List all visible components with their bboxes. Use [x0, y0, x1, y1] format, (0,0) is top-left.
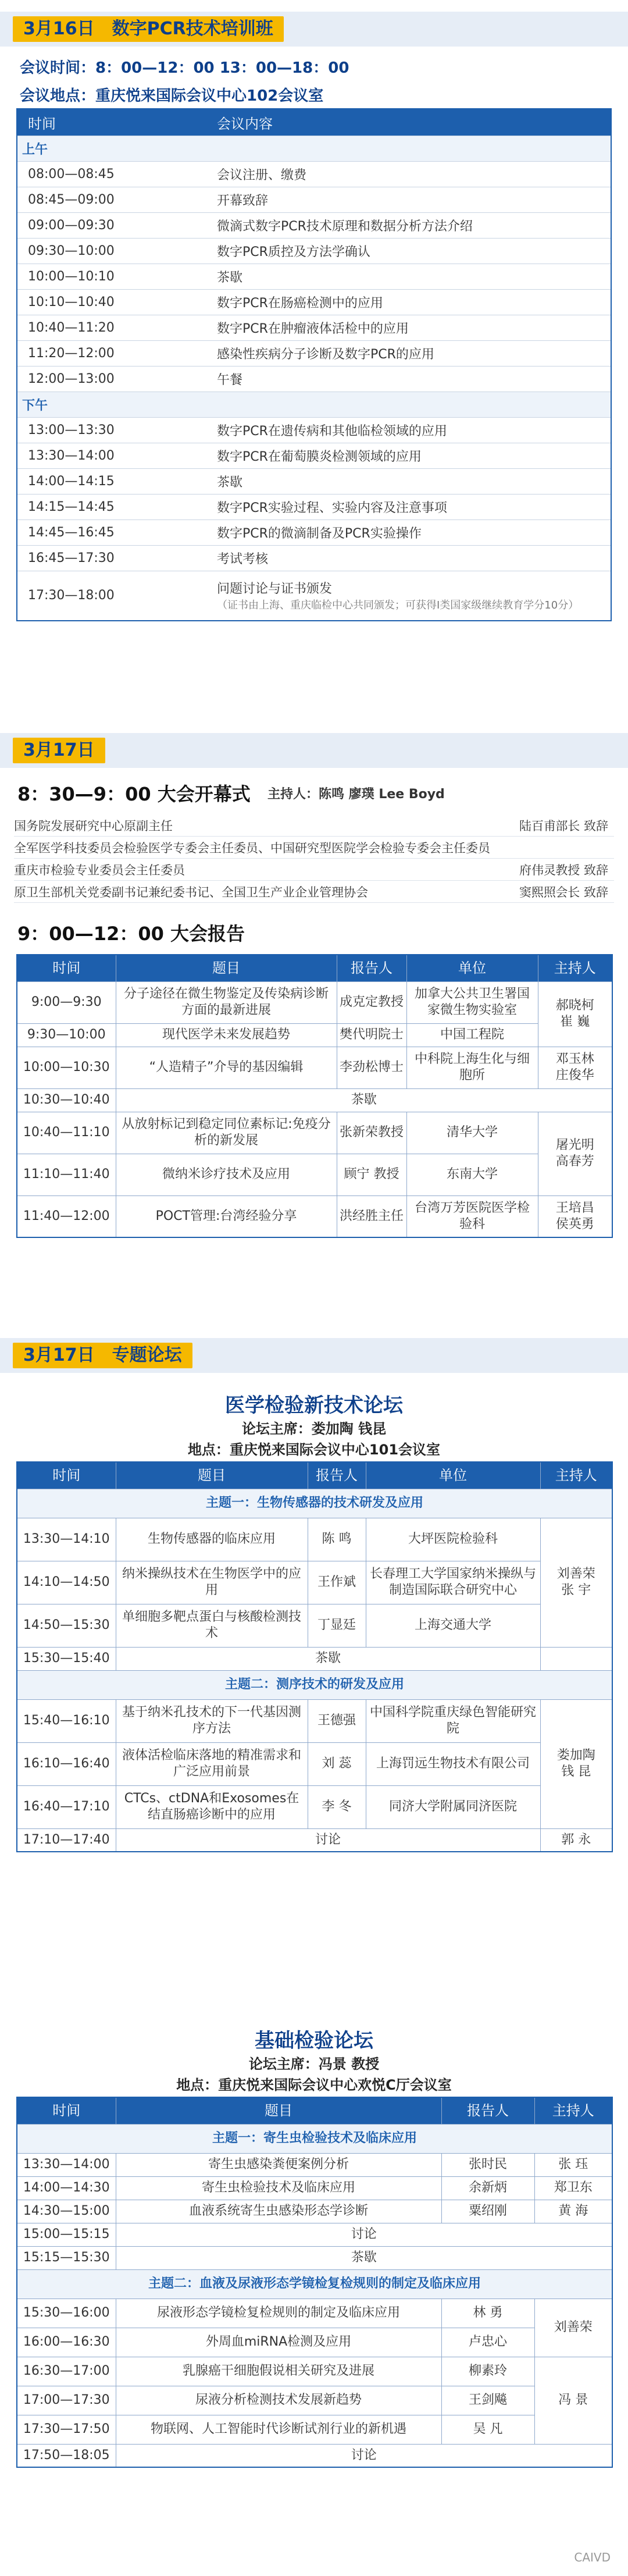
opening-role: 部长 致辞 [555, 819, 608, 833]
table-row [17, 2328, 612, 2357]
table-row [17, 2200, 612, 2223]
table-row [17, 2124, 612, 2153]
opening-row [14, 861, 614, 881]
title-cell: 分子途径在微生物鉴定及传染病诊断方面的最新进展 [116, 981, 337, 1023]
forum1-chair: 论坛主席：娄加陶 钱昆 [241, 1421, 387, 1437]
table-row [17, 1112, 612, 1154]
col-host: 主持人 [534, 2097, 612, 2124]
title-cell: CTCs、ctDNA和Exosomes在结直肠癌诊断中的应用 [116, 1785, 308, 1828]
time-cell: 14:15—14:45 [17, 494, 212, 520]
day3-banner [0, 1338, 628, 1373]
title-cell: 乳腺癌干细胞假说相关研究及进展 [116, 2357, 441, 2386]
day2-banner [0, 733, 628, 768]
time-cell: 15:30—15:40 [17, 1647, 116, 1670]
title-cell: 寄生虫检验技术及临床应用 [116, 2176, 441, 2200]
title-cell: POCT管理:台湾经验分享 [116, 1196, 337, 1237]
speaker-cell: 李劲松博士 [337, 1047, 406, 1088]
time-cell: 15:40—16:10 [17, 1699, 116, 1742]
host-cell: 刘善荣 [534, 2299, 612, 2357]
table-row [17, 1828, 612, 1852]
table-row [17, 2269, 612, 2299]
host-cell: 王培昌 侯英勇 [538, 1196, 612, 1237]
col-unit: 单位 [366, 1462, 540, 1489]
speaker-cell: 粟绍刚 [441, 2200, 534, 2223]
unit-cell: 台湾万芳医院医学检验科 [406, 1196, 538, 1237]
speaker-cell: 成克定教授 [337, 981, 406, 1023]
speaker-cell: 丁显廷 [308, 1604, 366, 1647]
content-cell: 茶歇 [212, 264, 611, 289]
unit-cell: 中国科学院重庆绿色智能研究院 [366, 1699, 540, 1742]
time-cell: 14:45—16:45 [17, 520, 212, 545]
speaker-cell: 余新炳 [441, 2176, 534, 2200]
unit-cell: 上海罚远生物技术有限公司 [366, 1742, 540, 1785]
host-cell: 邓玉林 庄俊华 [538, 1047, 612, 1088]
watermark: CAIVD [574, 2550, 611, 2564]
table-row [17, 1518, 612, 1561]
table-row [17, 289, 611, 315]
forum2-table [16, 2097, 613, 2468]
table-row [17, 315, 611, 340]
day1-time: 会议时间：8：00—12：00 13：00—18：00 [20, 59, 349, 77]
table-row [17, 1742, 612, 1785]
opening-name: 陆百甫 [519, 819, 556, 833]
time-cell: 10:30—10:40 [17, 1088, 116, 1112]
table-row [17, 136, 611, 161]
col-speaker: 报告人 [308, 1462, 366, 1489]
time-cell: 14:50—15:30 [17, 1604, 116, 1647]
speaker-cell: 顾宁 教授 [337, 1154, 406, 1196]
unit-cell: 清华大学 [406, 1112, 538, 1154]
forum1-table [16, 1461, 613, 1852]
time-cell: 17:10—17:40 [17, 1828, 116, 1852]
day1-tag: 3月16日 数字PCR技术培训班 [13, 16, 284, 42]
opening-title: 8：30—9：00 大会开幕式 [17, 783, 251, 805]
host-cell: 娄加陶 钱 昆 [540, 1699, 612, 1828]
host-cell: 冯 景 [534, 2357, 612, 2444]
title-cell: 血液系统寄生虫感染形态学诊断 [116, 2200, 441, 2223]
host-cell: 屠光明 高春芳 [538, 1112, 612, 1196]
opening-org: 国务院发展研究中心原副主任 [14, 819, 173, 833]
content-cell: 数字PCR的微滴制备及PCR实验操作 [212, 520, 611, 545]
time-cell: 16:10—16:40 [17, 1742, 116, 1785]
table-row [17, 238, 611, 264]
col-content: 会议内容 [212, 109, 611, 136]
table-row [17, 212, 611, 238]
host-cell [540, 1647, 612, 1670]
title-cell: 单细胞多靶点蛋白与核酸检测技术 [116, 1604, 308, 1647]
day1-banner [0, 12, 628, 47]
break-cell: 讨论 [116, 2223, 612, 2246]
speaker-cell: 张新荣教授 [337, 1112, 406, 1154]
content-cell: 数字PCR在肠癌检测中的应用 [212, 289, 611, 315]
time-cell: 14:10—14:50 [17, 1561, 116, 1604]
speaker-cell: 王剑飚 [441, 2386, 534, 2415]
forum2-title: 基础检验论坛 [255, 2029, 373, 2052]
host-cell: 黄 海 [534, 2200, 612, 2223]
host-cell: 张 珏 [534, 2153, 612, 2176]
col-title: 题目 [116, 1462, 308, 1489]
table-row [17, 2299, 612, 2328]
time-cell: 11:10—11:40 [17, 1154, 116, 1196]
time-cell: 13:00—13:30 [17, 417, 212, 443]
unit-cell: 长春理工大学国家纳米操纵与制造国际联合研究中心 [366, 1561, 540, 1604]
title-cell: 寄生虫感染粪便案例分析 [116, 2153, 441, 2176]
col-time: 时间 [17, 955, 116, 981]
table-row [17, 1088, 612, 1112]
table-row [17, 1196, 612, 1237]
content-cell: 午餐 [212, 366, 611, 392]
time-cell: 9:00—9:30 [17, 981, 116, 1023]
col-unit: 单位 [406, 955, 538, 981]
title-cell: 基于纳米孔技术的下一代基因测序方法 [116, 1699, 308, 1742]
table-row [17, 520, 611, 545]
title-cell: 微纳米诊疗技术及应用 [116, 1154, 337, 1196]
table-row [17, 2357, 612, 2386]
table-row [17, 981, 612, 1023]
col-time: 时间 [17, 1462, 116, 1489]
table-row [17, 443, 611, 468]
table-row [17, 1647, 612, 1670]
unit-cell: 中国工程院 [406, 1023, 538, 1047]
day3-tag: 3月17日 专题论坛 [13, 1343, 192, 1368]
col-speaker: 报告人 [337, 955, 406, 981]
time-cell: 10:40—11:10 [17, 1112, 116, 1154]
table-row [17, 187, 611, 212]
table-row [17, 1154, 612, 1196]
title-cell: 外周血miRNA检测及应用 [116, 2328, 441, 2357]
col-time: 时间 [17, 2097, 116, 2124]
opening-name: 府伟灵 [519, 863, 556, 877]
speaker-cell: 王作斌 [308, 1561, 366, 1604]
break-cell: 茶歇 [116, 1088, 612, 1112]
time-cell: 11:40—12:00 [17, 1196, 116, 1237]
break-cell: 讨论 [116, 1828, 540, 1852]
opening-org: 原卫生部机关党委副书记兼纪委书记、全国卫生产业企业管理协会 [14, 885, 368, 899]
col-host: 主持人 [538, 955, 612, 981]
title-cell: 尿液分析检测技术发展新趋势 [116, 2386, 441, 2415]
break-cell: 茶歇 [116, 2246, 612, 2269]
title-cell: 从放射标记到稳定同位素标记:免疫分析的新发展 [116, 1112, 337, 1154]
content-cell: 数字PCR在葡萄膜炎检测领域的应用 [212, 443, 611, 468]
time-cell: 16:00—16:30 [17, 2328, 116, 2357]
table-row [17, 2246, 612, 2269]
content-cell: 数字PCR质控及方法学确认 [212, 238, 611, 264]
time-cell: 11:20—12:00 [17, 340, 212, 366]
content-cell: 感染性疾病分子诊断及数字PCR的应用 [212, 340, 611, 366]
theme-label: 主题一：生物传感器的技术研发及应用 [17, 1489, 612, 1518]
time-cell: 17:00—17:30 [17, 2386, 116, 2415]
time-cell: 16:45—17:30 [17, 545, 212, 571]
content-cell: 茶歇 [212, 468, 611, 494]
host-cell: 刘善荣 张 宇 [540, 1518, 612, 1647]
day2-tag: 3月17日 [13, 738, 105, 763]
opening-role: 教授 致辞 [555, 863, 608, 877]
section-label: 上午 [17, 136, 611, 161]
table-row [17, 392, 611, 417]
table-row [17, 2176, 612, 2200]
col-speaker: 报告人 [441, 2097, 534, 2124]
time-cell: 08:45—09:00 [17, 187, 212, 212]
speaker-cell: 吴 凡 [441, 2415, 534, 2444]
forum2-chair: 论坛主席：冯景 教授 [248, 2056, 380, 2072]
table-row [17, 2223, 612, 2246]
content-cell: 开幕致辞 [212, 187, 611, 212]
col-host: 主持人 [540, 1462, 612, 1489]
title-cell: 纳米操纵技术在生物医学中的应用 [116, 1561, 308, 1604]
table-row [17, 1699, 612, 1742]
table-row [17, 2444, 612, 2467]
break-cell: 讨论 [116, 2444, 612, 2467]
title-cell: “人造精子”介导的基因编辑 [116, 1047, 337, 1088]
title-cell: 生物传感器的临床应用 [116, 1518, 308, 1561]
unit-cell: 大坪医院检验科 [366, 1518, 540, 1561]
content-cell: 数字PCR在遗传病和其他临检领域的应用 [212, 417, 611, 443]
speaker-cell: 王德强 [308, 1699, 366, 1742]
col-title: 题目 [116, 955, 337, 981]
title-cell: 现代医学未来发展趋势 [116, 1023, 337, 1047]
speaker-cell: 张时民 [441, 2153, 534, 2176]
table-row [17, 1670, 612, 1699]
unit-cell: 中科院上海生化与细胞所 [406, 1047, 538, 1088]
day1-place: 会议地点：重庆悦来国际会议中心102会议室 [20, 87, 324, 105]
opening-row [14, 883, 614, 903]
content-cell: 数字PCR实验过程、实验内容及注意事项 [212, 494, 611, 520]
time-cell: 13:30—14:00 [17, 2153, 116, 2176]
opening-role: 会长 致辞 [555, 885, 608, 899]
theme-label: 主题二：测序技术的研发及应用 [17, 1670, 612, 1699]
content-cell: 数字PCR在肿瘤液体活检中的应用 [212, 315, 611, 340]
time-cell: 16:30—17:00 [17, 2357, 116, 2386]
table-row [17, 1604, 612, 1647]
table-row [17, 1561, 612, 1604]
table-row [17, 468, 611, 494]
time-cell: 14:00—14:30 [17, 2176, 116, 2200]
table-row [17, 417, 611, 443]
section-label: 下午 [17, 392, 611, 417]
table-row [17, 366, 611, 392]
time-cell: 10:00—10:10 [17, 264, 212, 289]
time-cell: 14:30—15:00 [17, 2200, 116, 2223]
time-cell: 14:00—14:15 [17, 468, 212, 494]
time-cell: 10:40—11:20 [17, 315, 212, 340]
forum1-title: 医学检验新技术论坛 [225, 1394, 403, 1417]
time-cell: 16:40—17:10 [17, 1785, 116, 1828]
time-cell: 10:10—10:40 [17, 289, 212, 315]
opening-row [14, 817, 614, 837]
table-row [17, 571, 611, 621]
table-row [17, 494, 611, 520]
table-row [17, 161, 611, 187]
break-cell: 茶歇 [116, 1647, 540, 1670]
speaker-cell: 樊代明院士 [337, 1023, 406, 1047]
time-cell: 17:30—18:00 [17, 571, 212, 621]
content-cell: 考试考核 [212, 545, 611, 571]
host-cell: 郑卫东 [534, 2176, 612, 2200]
time-cell: 08:00—08:45 [17, 161, 212, 187]
table-row [17, 1785, 612, 1828]
host-cell: 郝晓柯 崔 巍 [538, 981, 612, 1047]
time-cell: 10:00—10:30 [17, 1047, 116, 1088]
unit-cell: 上海交通大学 [366, 1604, 540, 1647]
unit-cell: 东南大学 [406, 1154, 538, 1196]
table-row [17, 1489, 612, 1518]
table-row [17, 545, 611, 571]
speaker-cell: 卢忠心 [441, 2328, 534, 2357]
table-row [17, 2386, 612, 2415]
time-cell: 12:00—13:00 [17, 366, 212, 392]
speaker-cell: 陈 鸣 [308, 1518, 366, 1561]
day1-schedule-table [16, 108, 612, 621]
report-title: 9：00—12：00 大会报告 [17, 923, 245, 945]
time-cell: 15:00—15:15 [17, 2223, 116, 2246]
theme-label: 主题一：寄生虫检验技术及临床应用 [17, 2124, 612, 2153]
time-cell: 09:00—09:30 [17, 212, 212, 238]
host-cell: 郭 永 [540, 1828, 612, 1852]
opening-org: 全军医学科技委员会检验医学专委会主任委员、中国研究型医院学会检验专委会主任委员 [14, 841, 490, 855]
content-cell: 微滴式数字PCR技术原理和数据分析方法介绍 [212, 212, 611, 238]
content-cell: 会议注册、缴费 [212, 161, 611, 187]
time-cell: 13:30—14:10 [17, 1518, 116, 1561]
table-row [17, 1023, 612, 1047]
table-row [17, 340, 611, 366]
opening-row [14, 839, 614, 859]
opening-hosts: 主持人：陈鸣 廖璞 Lee Boyd [267, 787, 445, 802]
speaker-cell: 柳素玲 [441, 2357, 534, 2386]
time-cell: 15:15—15:30 [17, 2246, 116, 2269]
time-cell: 9:30—10:00 [17, 1023, 116, 1047]
time-cell: 09:30—10:00 [17, 238, 212, 264]
note-text: （证书由上海、重庆临检中心共同颁发；可获得I类国家级继续教育学分10分） [217, 599, 579, 612]
table-row [17, 2415, 612, 2444]
speaker-cell: 刘 蕊 [308, 1742, 366, 1785]
col-title: 题目 [116, 2097, 441, 2124]
time-cell: 17:30—17:50 [17, 2415, 116, 2444]
unit-cell: 加拿大公共卫生署国家微生物实验室 [406, 981, 538, 1023]
forum2-place: 地点：重庆悦来国际会议中心欢悦C厅会议室 [176, 2077, 452, 2093]
content-cell: 问题讨论与证书颁发 （证书由上海、重庆临检中心共同颁发；可获得I类国家级继续教育学分10分） [212, 571, 611, 621]
table-row [17, 2153, 612, 2176]
opening-name: 窦熙照 [519, 885, 556, 899]
speaker-cell: 林 勇 [441, 2299, 534, 2328]
theme-label: 主题二：血液及尿液形态学镜检复检规则的制定及临床应用 [17, 2269, 612, 2299]
title-cell: 液体活检临床落地的精准需求和广泛应用前景 [116, 1742, 308, 1785]
table-row [17, 264, 611, 289]
time-cell: 15:30—16:00 [17, 2299, 116, 2328]
table-row [17, 1047, 612, 1088]
title-cell: 物联网、人工智能时代诊断试剂行业的新机遇 [116, 2415, 441, 2444]
speaker-cell: 洪经胜主任 [337, 1196, 406, 1237]
col-time: 时间 [17, 109, 212, 136]
speaker-cell: 李 冬 [308, 1785, 366, 1828]
opening-org: 重庆市检验专业委员会主任委员 [14, 863, 185, 877]
time-cell: 13:30—14:00 [17, 443, 212, 468]
forum1-place: 地点：重庆悦来国际会议中心101会议室 [187, 1442, 441, 1458]
report-table [16, 954, 613, 1238]
unit-cell: 同济大学附属同济医院 [366, 1785, 540, 1828]
title-cell: 尿液形态学镜检复检规则的制定及临床应用 [116, 2299, 441, 2328]
time-cell: 17:50—18:05 [17, 2444, 116, 2467]
